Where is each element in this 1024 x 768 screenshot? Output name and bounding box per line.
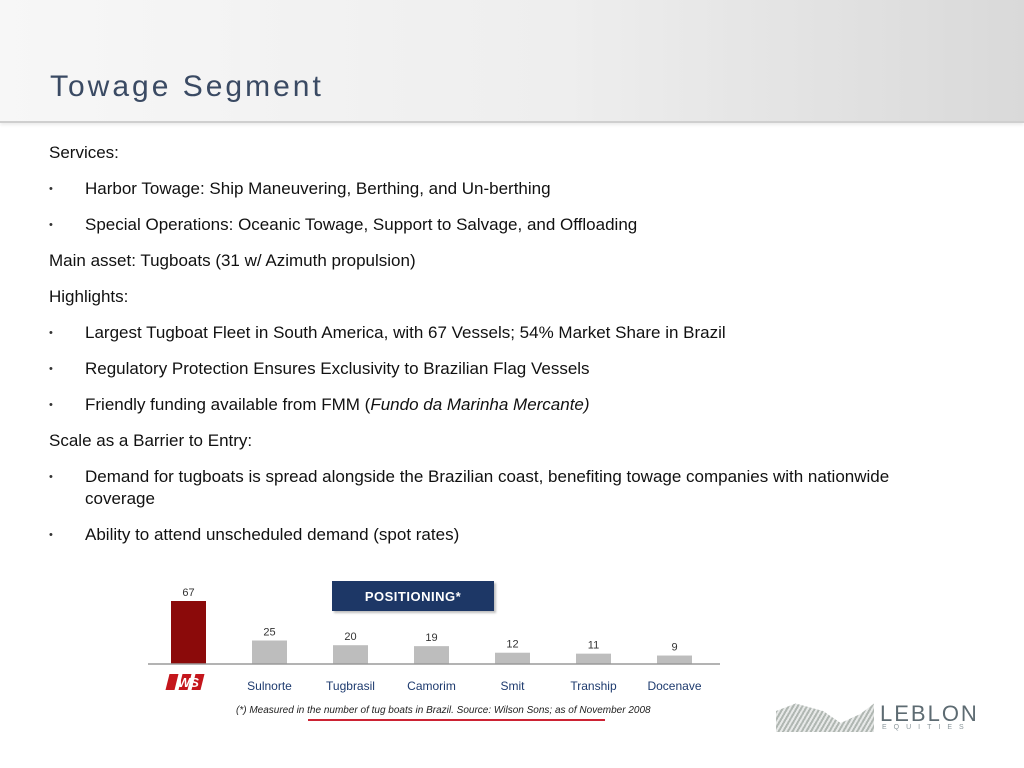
footnote-underline (308, 719, 605, 721)
funding-italic: Fundo da Marinha Mercante) (370, 395, 590, 414)
logo-subtitle: EQUITIES (882, 724, 971, 731)
bullet-item (49, 322, 949, 344)
category-label: Tranship (570, 679, 617, 693)
highlights-heading: Highlights: (49, 287, 129, 306)
scale-heading: Scale as a Barrier to Entry: (49, 431, 253, 450)
bullet-dot: • (49, 529, 53, 541)
chart-bar (414, 646, 449, 664)
chart-bar (333, 645, 368, 664)
page-title: Towage Segment (50, 70, 324, 103)
logo-name: LEBLON (880, 701, 979, 726)
bullet-dot: • (49, 399, 53, 411)
bullet-text: Regulatory Protection Ensures Exclusivity to Brazilian Flag Vessels (85, 359, 590, 378)
chart-bar (576, 654, 611, 664)
bullet-text: Ability to attend unscheduled demand (spot rates) (85, 525, 460, 544)
bullet-dot: • (49, 327, 53, 339)
bullet-item (49, 178, 949, 200)
bullet-text: Largest Tugboat Fleet in South America, with 67 Vessels; 54% Market Share in Brazil (85, 323, 726, 342)
funding-prefix: Friendly funding available from FMM ( (85, 395, 371, 414)
services-heading: Services: (49, 143, 119, 162)
logo-graphic (776, 702, 874, 732)
bullet-item (49, 466, 949, 510)
header-band (0, 0, 1024, 123)
bullet-dot: • (49, 363, 53, 375)
bar-value-label: 9 (671, 641, 678, 654)
chart-bar (657, 656, 692, 664)
bullet-item (49, 214, 949, 236)
ws-logo-stripe (166, 674, 179, 690)
bullet-item (49, 358, 949, 380)
bullet-text: Demand for tugboats is spread alongside the Brazilian coast, benefiting towage companies with nationwide coverage (85, 467, 890, 508)
leblon-logo (776, 700, 986, 734)
bullet-text: Special Operations: Oceanic Towage, Support to Salvage, and Offloading (85, 215, 638, 234)
bullet-dot: • (49, 471, 53, 483)
category-label: Sulnorte (247, 679, 292, 693)
category-label: Tugbrasil (326, 679, 375, 693)
bullet-dot: • (49, 183, 53, 195)
bullet-dot: • (49, 219, 53, 231)
bar-value-label: 11 (587, 639, 600, 652)
bullet-item (49, 394, 949, 416)
slide-content (49, 142, 949, 560)
bar-value-label: 67 (182, 587, 195, 599)
bar-value-label: 19 (425, 632, 438, 645)
bar-value-label: 25 (263, 626, 276, 639)
bullet-item (49, 524, 949, 546)
chart-title-box: POSITIONING* (332, 581, 494, 611)
category-label: Docenave (647, 679, 702, 693)
category-label: Smit (500, 679, 525, 693)
chart-bar (252, 640, 287, 664)
main-asset-text: Main asset: Tugboats (31 w/ Azimuth propulsion) (49, 251, 416, 270)
bar-value-label: 12 (506, 638, 519, 651)
bullet-text: Harbor Towage: Ship Maneuvering, Berthing, and Un-berthing (85, 179, 551, 198)
bar-value-label: 20 (344, 631, 357, 644)
category-label: Camorim (407, 679, 456, 693)
positioning-chart (140, 576, 730, 726)
chart-bar (171, 601, 206, 664)
ws-logo-mark (166, 674, 205, 690)
chart-footnote: (*) Measured in the number of tug boats in Brazil. Source: Wilson Sons; as of November 2008 (236, 705, 651, 716)
chart-bar (495, 653, 530, 664)
ws-logo-text: WS (178, 675, 199, 690)
